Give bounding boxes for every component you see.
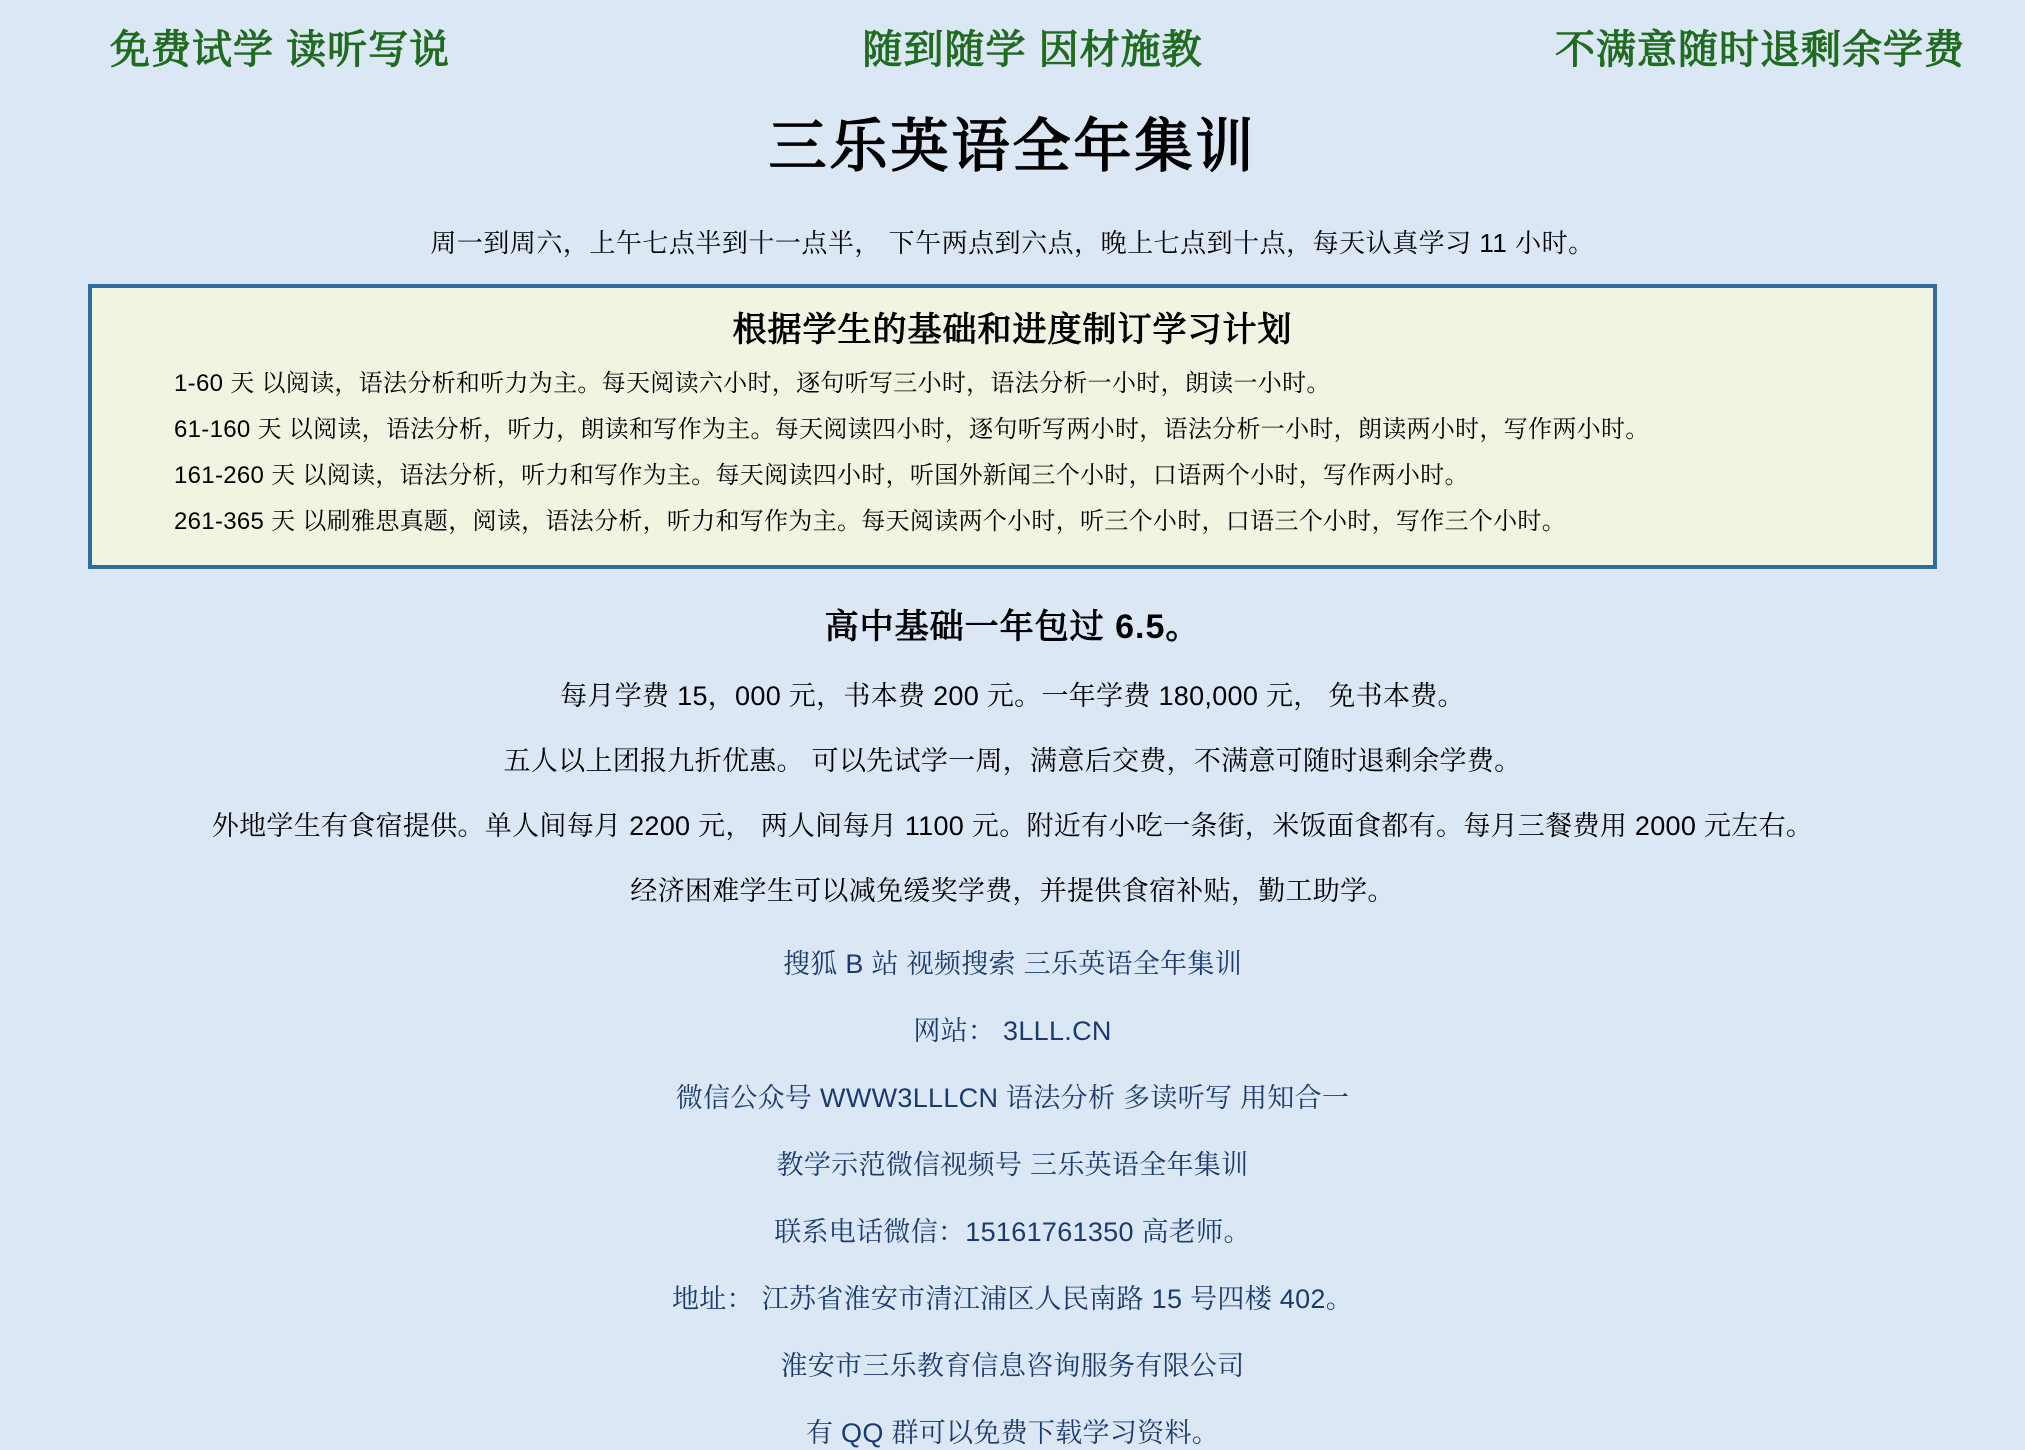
slogan-row bbox=[0, 0, 2025, 75]
video-channel-text: 搜狐 B 站 视频搜索 三乐英语全年集训 bbox=[782, 949, 1242, 979]
financial-aid-text: 经济困难学生可以减免缓奖学费，并提供食宿补贴，勤工助学。 bbox=[630, 876, 1395, 906]
page-title: 三乐英语全年集训 bbox=[768, 114, 1257, 179]
accommodation-text: 外地学生有食宿提供。单人间每月 2200 元， 两人间每月 1100 元。附近有小吃一条街，米饭面食都有。每月三餐费用 2000 元左右。 bbox=[211, 811, 1814, 841]
wechat-video-account-text: 教学示范微信视频号 三乐英语全年集训 bbox=[776, 1150, 1249, 1180]
study-plan-line: 61-160 天 以阅读，语法分析，听力，朗读和写作为主。每天阅读四小时，逐句听写两小时，语法分析一小时，朗读两小时，写作两小时。 bbox=[174, 416, 1650, 443]
study-plan-line: 1-60 天 以阅读，语法分析和听力为主。每天阅读六小时，逐句听写三小时，语法分析一小时，朗读一小时。 bbox=[174, 370, 1331, 397]
slogan-middle: 随到随学 因材施教 bbox=[862, 28, 1203, 72]
qq-group-text: 有 QQ 群可以免费下载学习资料。 bbox=[805, 1418, 1220, 1448]
address-text: 地址： 江苏省淮安市清江浦区人民南路 15 号四楼 402。 bbox=[671, 1284, 1354, 1314]
wechat-official-account-text: 微信公众号 WWW3LLLCN 语法分析 多读听写 用知合一 bbox=[675, 1083, 1350, 1113]
study-plan-title: 根据学生的基础和进度制订学习计划 bbox=[732, 311, 1293, 349]
phone-text: 联系电话微信：15161761350 高老师。 bbox=[774, 1217, 1251, 1247]
guarantee-text: 高中基础一年包过 6.5。 bbox=[824, 608, 1201, 646]
tuition-text: 每月学费 15，000 元，书本费 200 元。一年学费 180,000 元， 免书本费。 bbox=[560, 681, 1465, 711]
website-text: 网站： 3LLL.CN bbox=[913, 1016, 1112, 1046]
discount-text: 五人以上团报九折优惠。 可以先试学一周，满意后交费，不满意可随时退剩余学费。 bbox=[503, 746, 1522, 776]
slogan-left: 免费试学 读听写说 bbox=[110, 28, 451, 72]
study-plan-box bbox=[88, 284, 1937, 569]
slogan-right: 不满意随时退剩余学费 bbox=[1555, 28, 1965, 72]
schedule-text: 周一到周六，上午七点半到十一点半， 下午两点到六点，晚上七点到十点，每天认真学习 11 小时。 bbox=[430, 228, 1595, 258]
company-name-text: 淮安市三乐教育信息咨询服务有限公司 bbox=[780, 1351, 1245, 1381]
study-plan-line: 261-365 天 以刷雅思真题，阅读，语法分析，听力和写作为主。每天阅读两个小时，听三个小时，口语三个小时，写作三个小时。 bbox=[174, 508, 1567, 535]
study-plan-line: 161-260 天 以阅读，语法分析，听力和写作为主。每天阅读四小时，听国外新闻三个小时，口语两个小时，写作两小时。 bbox=[174, 462, 1469, 489]
